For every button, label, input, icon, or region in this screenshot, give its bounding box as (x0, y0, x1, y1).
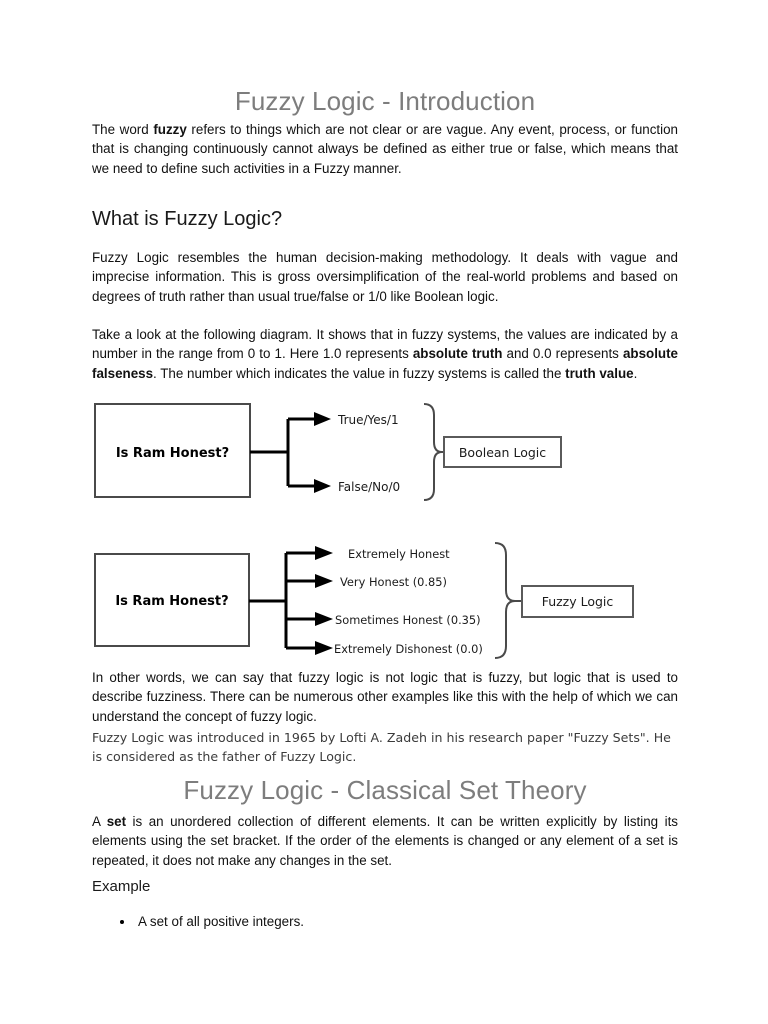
boolean-logic-diagram-svg (88, 398, 588, 508)
list-item-label: A set of all positive integers. (138, 914, 304, 929)
paragraph-4: In other words, we can say that fuzzy logic is not logic that is fuzzy, but logic that is used to describe fuzziness. There can be numerous other examples like this with the help of which we can understand the concept of fuzzy logic. (92, 670, 678, 724)
p3-part4: . (633, 365, 638, 381)
paragraph-5-wrapper (92, 729, 678, 766)
p3-part2: and 0.0 represents (502, 346, 623, 362)
boolean-logic-diagram (88, 398, 588, 508)
paragraph-4-wrapper (92, 668, 678, 726)
paragraph-6 (92, 812, 678, 870)
fuzzy-branch-label-0: Extremely Honest (348, 547, 450, 561)
boolean-arrowhead-2 (314, 479, 331, 493)
p3-bold1: absolute truth (412, 346, 503, 362)
fuzzy-branch-label-2: Sometimes Honest (0.35) (335, 613, 481, 627)
p6-part1: A (92, 814, 107, 829)
boolean-result-label: Boolean Logic (458, 445, 547, 460)
page-title-2-wrapper (92, 775, 678, 806)
paragraph-3 (92, 325, 678, 383)
fuzzy-branch-label-1: Very Honest (0.85) (340, 575, 447, 589)
intro-paragraph-wrapper (92, 120, 678, 178)
list-item (120, 912, 678, 931)
boolean-branch-label-0: True/Yes/1 (338, 413, 399, 427)
p3-bold3: truth value (565, 365, 634, 381)
fuzzy-arrowhead-4 (315, 641, 333, 655)
p6-part2: is an unordered collection of different elements. It can be written explicitly by listing its elements using the set bracket. If the order of the elements is changed or any element of a set is repeated, it does not make any changes in the set. (92, 814, 678, 868)
example-heading: Example (92, 878, 151, 895)
section-heading: What is Fuzzy Logic? (92, 208, 283, 230)
intro-text-bold1: fuzzy (153, 122, 187, 137)
page-title-2: Fuzzy Logic - Classical Set Theory (183, 775, 587, 805)
fuzzy-arrowhead-2 (315, 574, 333, 588)
paragraph-2: Fuzzy Logic resembles the human decision-making methodology. It deals with vague and imprecise information. This is gross oversimplification of the real-world problems and based on degrees of truth rather than usual true/false or 1/0 like Boolean logic. (92, 250, 678, 304)
section-heading-wrapper (92, 208, 678, 231)
boolean-branch-label-1: False/No/0 (338, 480, 401, 494)
example-list-wrapper (92, 912, 678, 931)
p3-part1: Take a look at the following diagram. It shows that in fuzzy systems, the values are indicated by a number in the range from 0 to 1. Here 1.0 represents (92, 327, 678, 362)
fuzzy-source-label: Is Ram Honest? (115, 594, 229, 609)
p3-part3: . The number which indicates the value in fuzzy systems is called the (153, 365, 566, 381)
intro-paragraph (92, 120, 678, 178)
fuzzy-arrowhead-3 (315, 612, 333, 626)
paragraph-5: Fuzzy Logic was introduced in 1965 by Lofti A. Zadeh in his research paper "Fuzzy Sets". He is considered as the father of Fuzzy Logic. (92, 730, 671, 764)
boolean-arrowhead-1 (314, 412, 331, 426)
example-heading-wrapper (92, 878, 678, 895)
example-list (92, 912, 678, 931)
paragraph-6-wrapper (92, 812, 678, 870)
intro-text-part2: refers to things which are not clear or are vague. Any event, process, or function that is changing continuously cannot always be defined as either true or false, which means that we need to define such activities in a Fuzzy manner. (92, 122, 678, 176)
fuzzy-result-label: Fuzzy Logic (541, 594, 614, 609)
boolean-source-label: Is Ram Honest? (115, 446, 230, 461)
p6-bold1: set (106, 814, 127, 829)
paragraph-2-wrapper (92, 248, 678, 306)
intro-text-part1: The word (92, 122, 154, 137)
fuzzy-logic-diagram-svg (88, 538, 658, 666)
fuzzy-arrowhead-1 (315, 546, 333, 560)
page-title: Fuzzy Logic - Introduction (234, 86, 536, 116)
fuzzy-logic-diagram (88, 538, 658, 666)
paragraph-3-wrapper (92, 325, 678, 383)
fuzzy-branch-label-3: Extremely Dishonest (0.0) (334, 642, 483, 656)
page-title-wrapper (92, 86, 678, 117)
p3-bold2: absolute falseness (92, 346, 678, 381)
